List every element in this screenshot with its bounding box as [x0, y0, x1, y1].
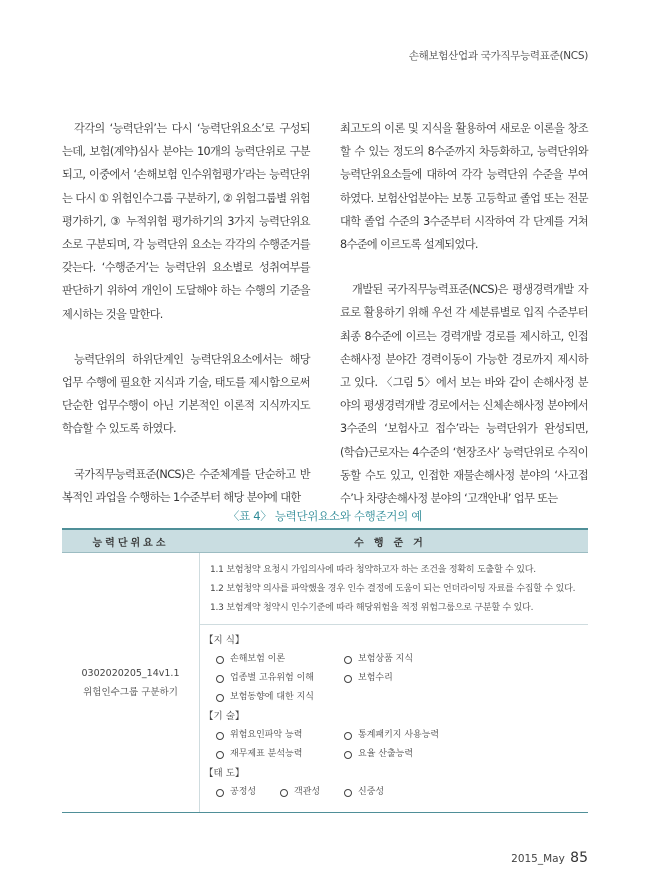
table-body-row: [62, 553, 588, 812]
skills-row: [204, 726, 588, 745]
list-item: 보험수리: [344, 669, 393, 688]
circle-bullet-icon: [344, 751, 352, 759]
knowledge-row: [204, 650, 588, 669]
circle-bullet-icon: [216, 789, 224, 797]
list-item: 손해보험 이론: [216, 650, 344, 669]
criteria-item: 1.1 보험청약 요청시 가입의사에 따라 청약하고자 하는 조건을 정확히 도출할 수 있다.: [210, 565, 536, 575]
knowledge-label: 【지 식】: [204, 635, 245, 646]
knowledge-row: [204, 688, 588, 707]
header-performance-criteria: 수행준거: [354, 537, 433, 549]
list-item: 재무제표 분석능력: [216, 745, 344, 764]
circle-bullet-icon: [344, 675, 352, 683]
list-item: 보험상품 지식: [344, 650, 413, 669]
criteria-list: [200, 553, 588, 625]
list-item: 객관성: [280, 783, 344, 802]
attitude-row: [204, 783, 588, 802]
paragraph: 각각의 ‘능력단위’는 다시 ‘능력단위요소’로 구성되는데, 보험(계약)심사 분야는 10개의 능력단위로 구분되고, 이중에서 ‘손해보험 인수위험평가’라는 능력단위는 다시 ① 위험인수그룹 구분하기, ② 위험그룹별 위험평가하기, ③ 누적위험 평가하기의 3가지 능력단위요소로 구분되며, 각 능력단위 요소는 각각의 수행준거를 갖는다. ‘수행준거’는 능력단위 요소별로 성취여부를 판단하기 위하여 개인이 도달해야 하는 수행의 기준을 제시하는 것을 말한다.: [62, 122, 310, 321]
circle-bullet-icon: [344, 732, 352, 740]
skills-row: [204, 745, 588, 764]
unit-name: 위험인수그룹 구분하기: [83, 686, 178, 698]
list-item: 요율 산출능력: [344, 745, 413, 764]
running-header: 손해보험산업과 국가직무능력표준(NCS): [408, 50, 588, 62]
unit-code: 0302020205_14v1.1: [81, 667, 180, 679]
table-header-row: [62, 530, 588, 553]
page-number: 85: [570, 850, 588, 866]
criteria-item: 1.3 보험계약 청약시 인수기준에 따라 해당위험을 적정 위험그룹으로 구분할 수 있다.: [210, 603, 534, 613]
paragraph: 개발된 국가직무능력표준(NCS)은 평생경력개발 자료로 활용하기 위해 우선 각 세분류별로 입직 수준부터 최종 8수준에 이르는 경력개발 경로를 제시하고, 인접 손해사정 분야간 경력이동이 가능한 경로까지 제시하고 있다. 〈그림 5〉에서 보는 바와 같이 손해사정 분야의 평생경력개발 경로에서는 신체손해사정 분야에서 3수준의 ‘보험사고 접수’라는 능력단위가 완성되면, (학습)근로자는 4수준의 ‘현장조사’ 능력단위로 수직이동할 수도 있고, 인접한 재물손해사정 분야의 ‘사고접수’나 차량손해사정 분야의 ‘고객안내’ 업무 또는: [340, 283, 588, 506]
list-item: 공정성: [216, 783, 280, 802]
list-item: 업종별 고유위험 이해: [216, 669, 344, 688]
circle-bullet-icon: [216, 694, 224, 702]
attitude-label: 【태 도】: [204, 768, 245, 779]
criteria-cell: [200, 553, 588, 812]
paragraph: 최고도의 이론 및 지식을 활용하여 새로운 이론을 창조할 수 있는 정도의 8수준까지 차등화하고, 능력단위와 능력단위요소들에 대하여 각각 능력단위 수준을 부여하였다. 보험산업분야는 보통 고등학교 졸업 또는 전문대학 졸업 수준의 3수준부터 시작하여 각 단계를 거쳐 8수준에 이르도록 설계되었다.: [340, 122, 588, 252]
circle-bullet-icon: [216, 732, 224, 740]
circle-bullet-icon: [216, 675, 224, 683]
circle-bullet-icon: [216, 656, 224, 664]
paragraph: 능력단위의 하위단계인 능력단위요소에서는 해당 업무 수행에 필요한 지식과 기술, 태도를 제시함으로써 단순한 업무수행이 아닌 기본적인 이론적 지식까지도 학습할 수 있도록 하였다.: [62, 352, 310, 436]
unit-element-cell: [62, 553, 200, 812]
circle-bullet-icon: [344, 656, 352, 664]
issue-label: 2015_May: [511, 853, 565, 865]
circle-bullet-icon: [280, 789, 288, 797]
header-unit-element: 능력단위요소: [92, 537, 169, 549]
list-item: 신중성: [344, 783, 408, 802]
list-item: 위험요인파악 능력: [216, 726, 344, 745]
skills-label: 【기 술】: [204, 711, 245, 722]
right-column: [340, 117, 588, 532]
list-item: 통계패키지 사용능력: [344, 726, 439, 745]
list-item: 보험동향에 대한 지식: [216, 688, 344, 707]
table-caption: 〈표 4〉 능력단위요소와 수행준거의 예: [227, 509, 423, 523]
circle-bullet-icon: [344, 789, 352, 797]
ksa-section: [200, 625, 588, 812]
paragraph: 국가직무능력표준(NCS)은 수준체계를 단순하고 반복적인 과업을 수행하는 1수준부터 해당 분야에 대한: [62, 467, 310, 504]
circle-bullet-icon: [216, 751, 224, 759]
competency-table: [62, 528, 588, 813]
left-column: [62, 117, 310, 531]
page-footer: [511, 850, 588, 866]
criteria-item: 1.2 보험청약 의사를 파악했을 경우 인수 결정에 도움이 되는 언더라이팅 자료를 수집할 수 있다.: [210, 584, 576, 594]
knowledge-row: [204, 669, 588, 688]
